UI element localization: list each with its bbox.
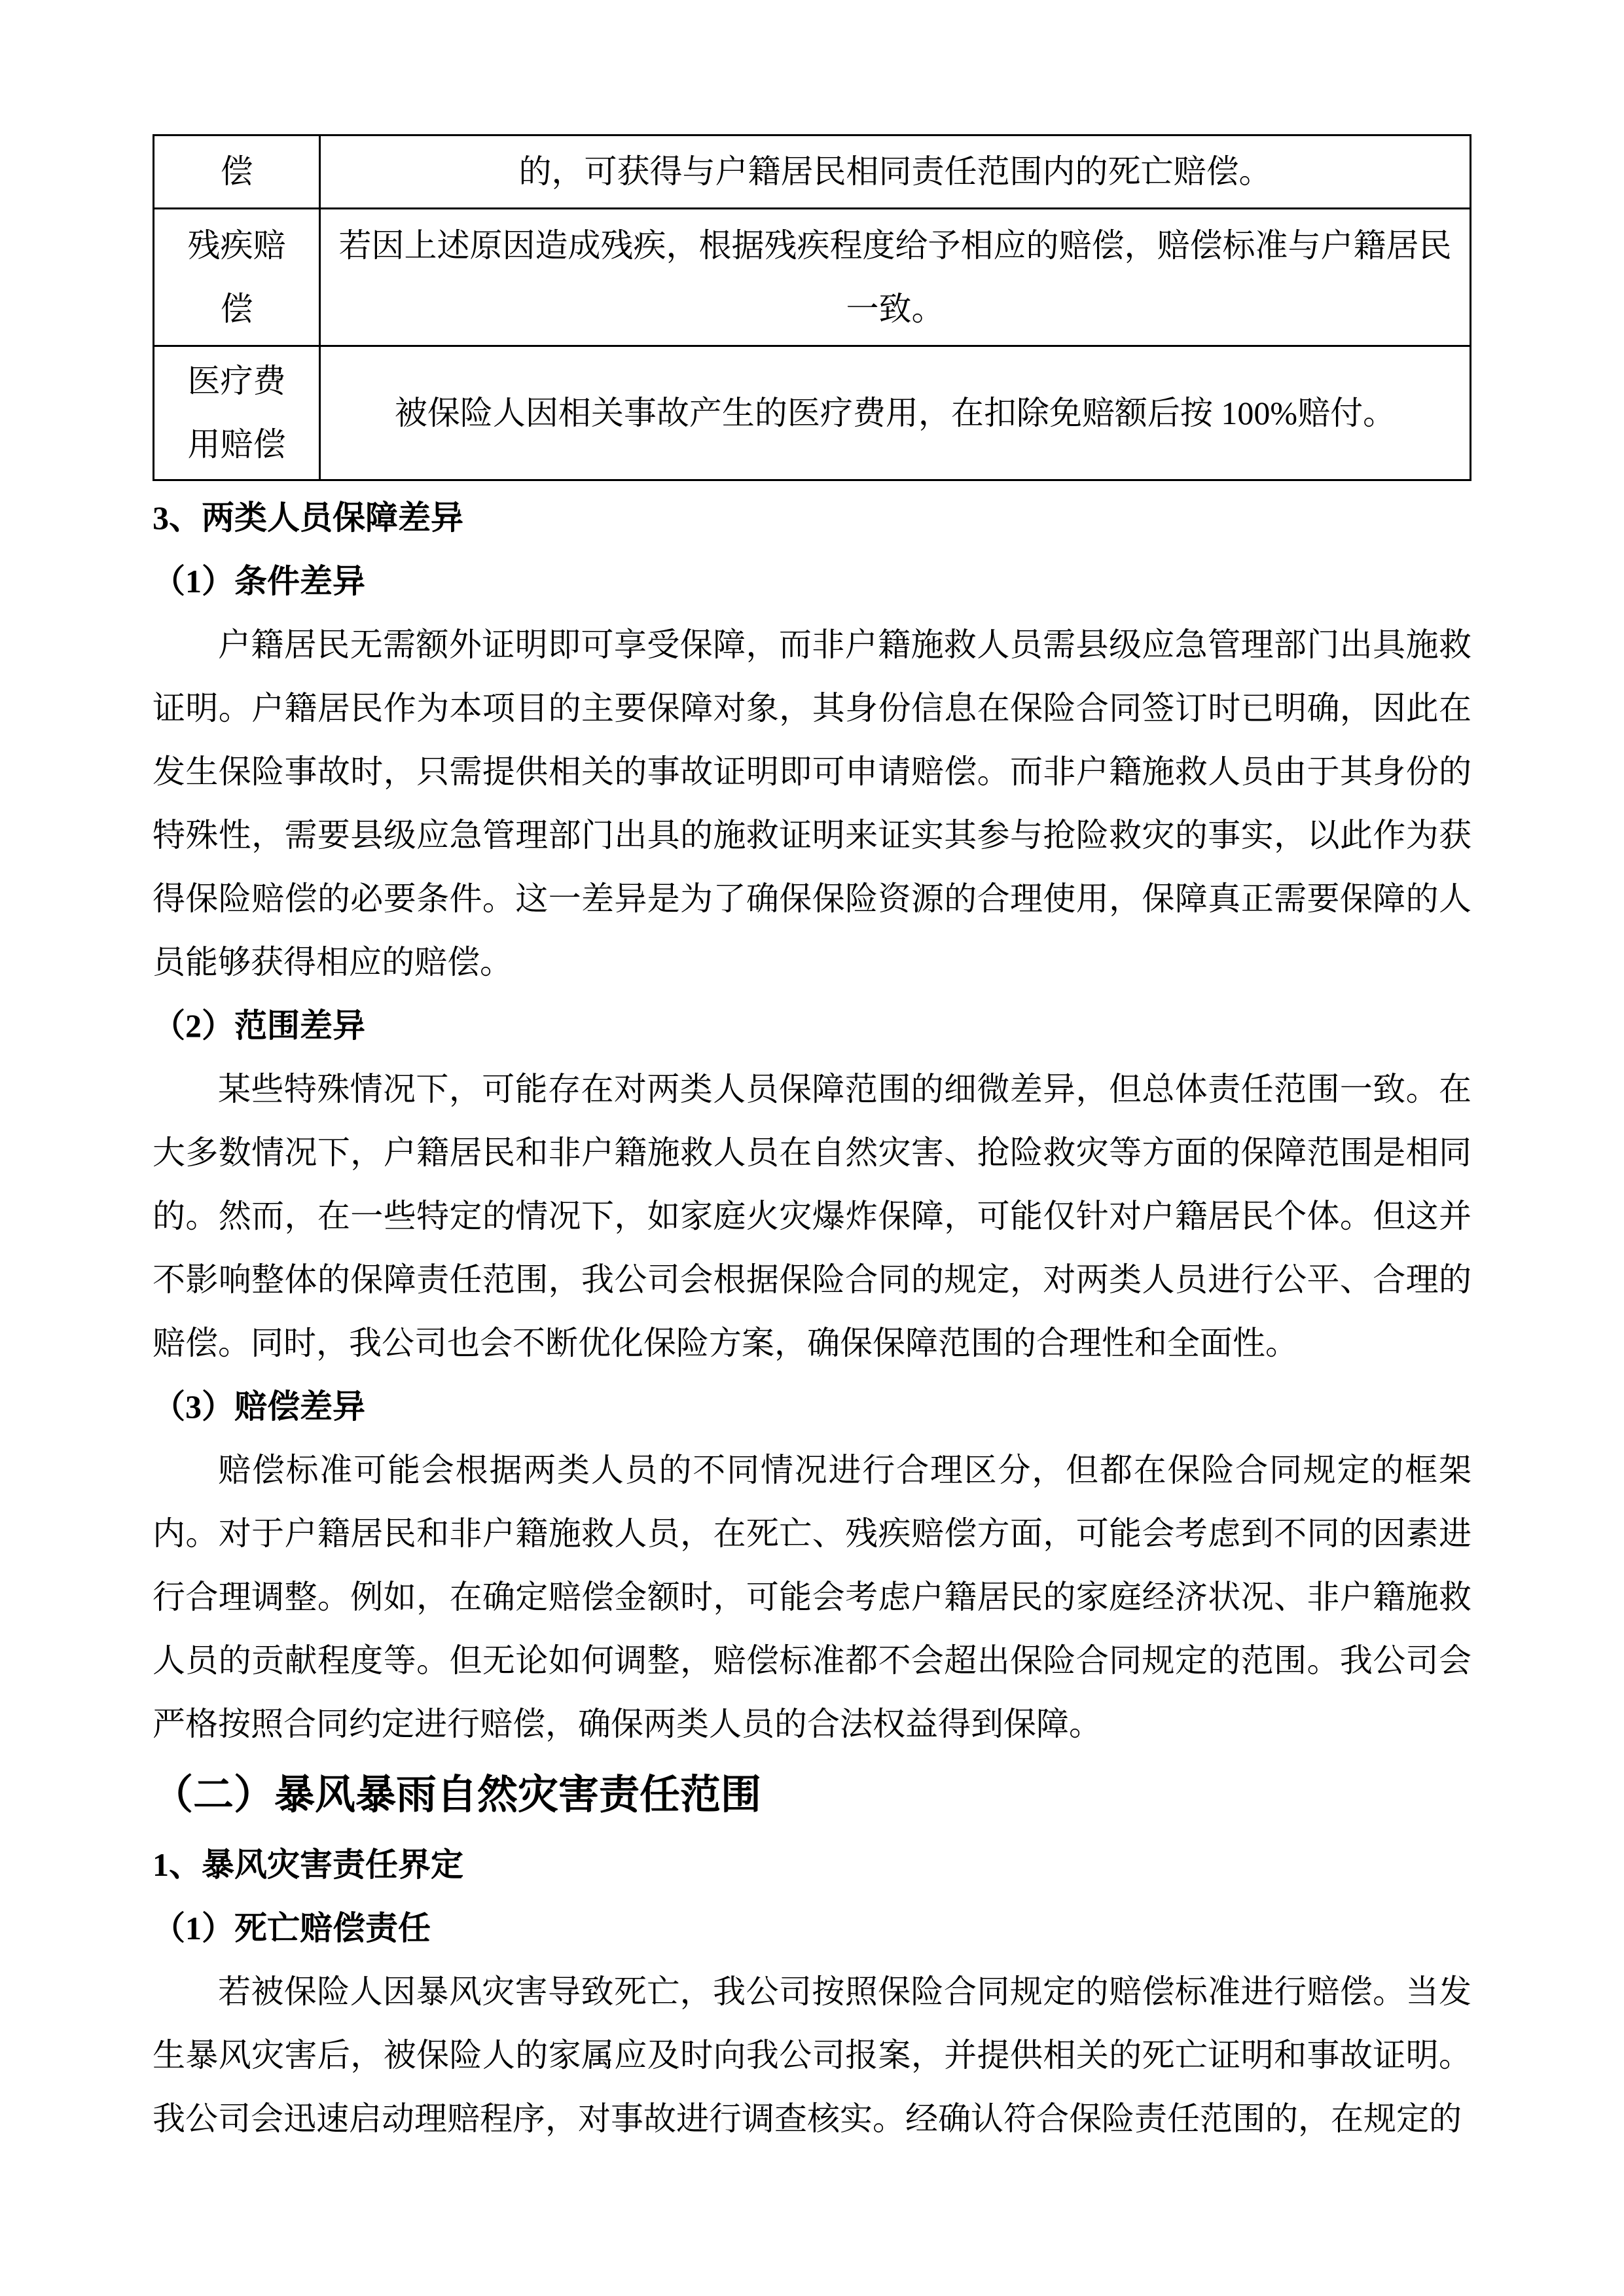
paragraph-death-compensation-liability: 若被保险人因暴风灾害导致死亡，我公司按照保险合同规定的赔偿标准进行赔偿。当发生暴风灾害后，被保险人的家属应及时向我公司报案，并提供相关的死亡证明和事故证明。我公司会迅速启动理赔程序，对事故进行调查核实。经确认符合保险责任范围的，在规定的 bbox=[153, 1973, 1471, 2137]
paragraph-compensation-difference: 赔偿标准可能会根据两类人员的不同情况进行合理区分，但都在保险合同规定的框架内。对于户籍居民和非户籍施救人员，在死亡、残疾赔偿方面，可能会考虑到不同的因素进行合理调整。例如，在确定赔偿金额时，可能会考虑户籍居民的家庭经济状况、非户籍施救人员的贡献程度等。但无论如何调整，赔偿标准都不会超出保险合同规定的范围。我公司会严格按照合同约定进行赔偿，确保两类人员的合法权益得到保障。 bbox=[153, 1452, 1471, 1742]
table-cell-label-medical: 医疗费用赔偿 bbox=[154, 346, 320, 480]
table-cell-label-disability: 残疾赔偿 bbox=[154, 209, 320, 346]
heading-death-compensation-liability: （1）死亡赔偿责任 bbox=[153, 1910, 431, 1946]
heading-compensation-difference: （3）赔偿差异 bbox=[153, 1388, 365, 1425]
table-row-death-compensation-continued bbox=[154, 135, 1471, 209]
table-row-medical-compensation bbox=[154, 346, 1471, 480]
table-cell-content-death: 的，可获得与户籍居民相同责任范围内的死亡赔偿。 bbox=[320, 135, 1471, 209]
table-cell-content-disability: 若因上述原因造成残疾，根据残疾程度给予相应的赔偿，赔偿标准与户籍居民一致。 bbox=[320, 209, 1471, 346]
paragraph-scope-difference: 某些特殊情况下，可能存在对两类人员保障范围的细微差异，但总体责任范围一致。在大多数情况下，户籍居民和非户籍施救人员在自然灾害、抢险救灾等方面的保障范围是相同的。然而，在一些特定的情况下，如家庭火灾爆炸保障，可能仅针对户籍居民个体。但这并不影响整体的保障责任范围，我公司会根据保险合同的规定，对两类人员进行公平、合理的赔偿。同时，我公司也会不断优化保险方案，确保保障范围的合理性和全面性。 bbox=[153, 1071, 1471, 1361]
table-cell-label-death: 偿 bbox=[154, 135, 320, 209]
heading-storm-liability-definition: 1、暴风灾害责任界定 bbox=[153, 1846, 463, 1883]
table-cell-content-medical: 被保险人因相关事故产生的医疗费用，在扣除免赔额后按 100%赔付。 bbox=[320, 346, 1471, 480]
heading-scope-difference: （2）范围差异 bbox=[153, 1007, 365, 1044]
compensation-table bbox=[153, 134, 1471, 481]
table-row-disability-compensation bbox=[154, 209, 1471, 346]
paragraph-condition-difference: 户籍居民无需额外证明即可享受保障，而非户籍施救人员需县级应急管理部门出具施救证明。户籍居民作为本项目的主要保障对象，其身份信息在保险合同签订时已明确，因此在发生保险事故时，只需提供相关的事故证明即可申请赔偿。而非户籍施救人员由于其身份的特殊性，需要县级应急管理部门出具的施救证明来证实其参与抢险救灾的事实，以此作为获得保险赔偿的必要条件。这一差异是为了确保保险资源的合理使用，保障真正需要保障的人员能够获得相应的赔偿。 bbox=[153, 626, 1471, 980]
heading-storm-rain-disaster-section: （二）暴风暴雨自然灾害责任范围 bbox=[153, 1773, 762, 1818]
spacer bbox=[153, 481, 1471, 486]
heading-two-types-difference: 3、两类人员保障差异 bbox=[153, 499, 463, 536]
heading-condition-difference: （1）条件差异 bbox=[153, 563, 365, 600]
